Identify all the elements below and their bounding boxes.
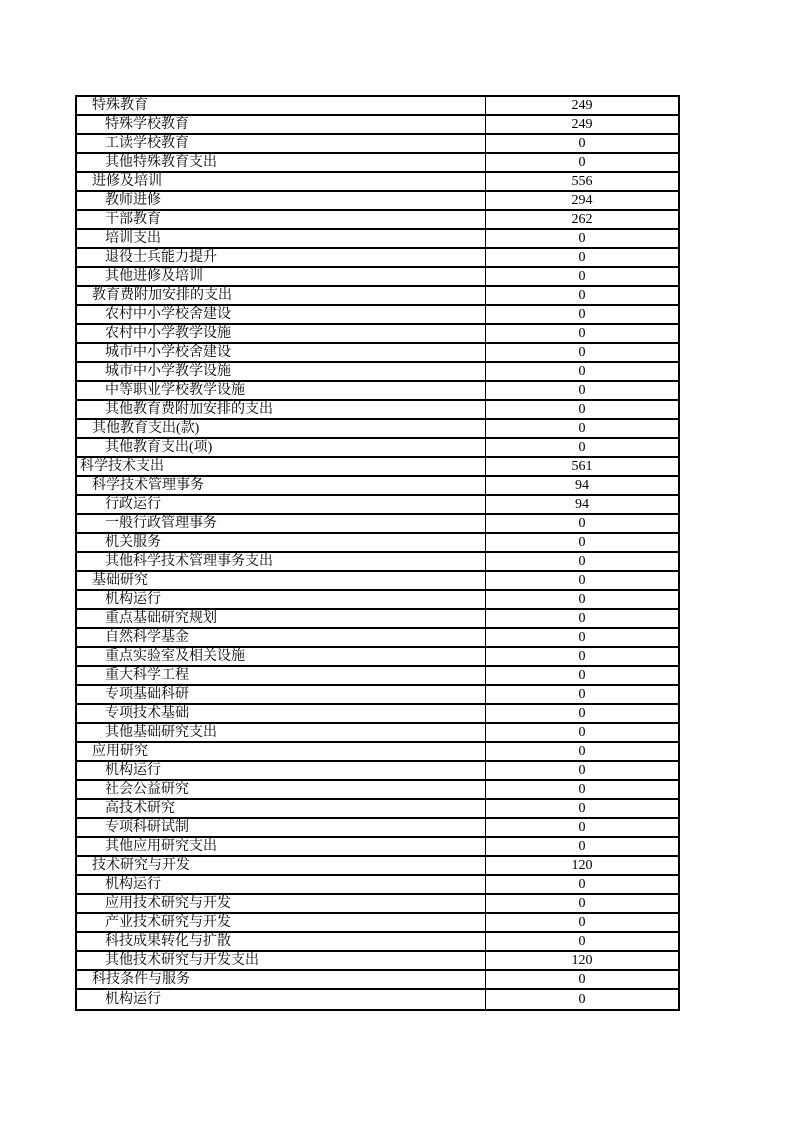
table-row (77, 667, 678, 686)
value-cell: 120 (571, 953, 593, 968)
item-cell: 农村中小学教学设施 (77, 325, 486, 342)
value-cell: 0 (578, 763, 586, 778)
item-cell: 技术研究与开发 (77, 857, 486, 874)
table-row (77, 762, 678, 781)
item-cell: 科学技术管理事务 (77, 477, 486, 494)
item-cell: 教师进修 (77, 192, 486, 209)
table-row (77, 876, 678, 895)
table-row (77, 629, 678, 648)
item-cell: 其他教育支出(款) (77, 420, 486, 437)
table-row (77, 97, 678, 116)
value-cell: 0 (578, 744, 586, 759)
table-row (77, 420, 678, 439)
item-cell: 科技成果转化与扩散 (77, 933, 486, 950)
table-row (77, 477, 678, 496)
table-row (77, 857, 678, 876)
item-cell: 培训支出 (77, 230, 486, 247)
value-cell: 0 (578, 934, 586, 949)
value-cell: 0 (578, 972, 586, 987)
table-row (77, 648, 678, 667)
table-row (77, 325, 678, 344)
table-row (77, 135, 678, 154)
item-cell: 机构运行 (77, 762, 486, 779)
item-cell: 机构运行 (77, 591, 486, 608)
item-cell: 一般行政管理事务 (77, 515, 486, 532)
table-row (77, 990, 678, 1009)
value-cell: 561 (571, 459, 593, 474)
item-cell: 专项基础科研 (77, 686, 486, 703)
table-row (77, 743, 678, 762)
table-row (77, 553, 678, 572)
table-row (77, 572, 678, 591)
value-cell: 0 (578, 573, 586, 588)
value-cell: 0 (578, 554, 586, 569)
item-cell: 机构运行 (77, 990, 486, 1009)
item-cell: 其他教育费附加安排的支出 (77, 401, 486, 418)
item-cell: 特殊学校教育 (77, 116, 486, 133)
table-row (77, 515, 678, 534)
table-row (77, 933, 678, 952)
value-cell: 0 (578, 992, 586, 1007)
item-cell: 机关服务 (77, 534, 486, 551)
value-cell: 0 (578, 877, 586, 892)
value-cell: 249 (571, 117, 593, 132)
item-cell: 其他基础研究支出 (77, 724, 486, 741)
value-cell: 0 (578, 896, 586, 911)
item-cell: 进修及培训 (77, 173, 486, 190)
table-row (77, 154, 678, 173)
table-row (77, 895, 678, 914)
table-row (77, 534, 678, 553)
item-cell: 高技术研究 (77, 800, 486, 817)
value-cell: 249 (571, 98, 593, 113)
value-cell: 0 (578, 326, 586, 341)
value-cell: 0 (578, 136, 586, 151)
value-cell: 0 (578, 402, 586, 417)
budget-table (75, 95, 680, 1011)
table-row (77, 458, 678, 477)
value-cell: 0 (578, 592, 586, 607)
table-row (77, 363, 678, 382)
item-cell: 基础研究 (77, 572, 486, 589)
table-row (77, 382, 678, 401)
value-cell: 0 (578, 535, 586, 550)
item-cell: 行政运行 (77, 496, 486, 513)
table-row (77, 971, 678, 990)
table-row (77, 439, 678, 458)
value-cell: 0 (578, 383, 586, 398)
table-row (77, 800, 678, 819)
item-cell: 产业技术研究与开发 (77, 914, 486, 931)
item-cell: 退役士兵能力提升 (77, 249, 486, 266)
item-cell: 专项科研试制 (77, 819, 486, 836)
item-cell: 其他特殊教育支出 (77, 154, 486, 171)
item-cell: 科技条件与服务 (77, 971, 486, 988)
table-row (77, 705, 678, 724)
item-cell: 其他科学技术管理事务支出 (77, 553, 486, 570)
value-cell: 0 (578, 307, 586, 322)
table-row (77, 781, 678, 800)
value-cell: 0 (578, 155, 586, 170)
value-cell: 0 (578, 649, 586, 664)
item-cell: 农村中小学校舍建设 (77, 306, 486, 323)
table-row (77, 230, 678, 249)
item-cell: 重点实验室及相关设施 (77, 648, 486, 665)
table-row (77, 686, 678, 705)
item-cell: 中等职业学校教学设施 (77, 382, 486, 399)
value-cell: 0 (578, 421, 586, 436)
value-cell: 0 (578, 231, 586, 246)
value-cell: 120 (571, 858, 593, 873)
item-cell: 城市中小学校舍建设 (77, 344, 486, 361)
item-cell: 其他技术研究与开发支出 (77, 952, 486, 969)
value-cell: 0 (578, 269, 586, 284)
value-cell: 0 (578, 611, 586, 626)
table-row (77, 249, 678, 268)
item-cell: 应用技术研究与开发 (77, 895, 486, 912)
table-row (77, 838, 678, 857)
value-cell: 0 (578, 782, 586, 797)
item-cell: 特殊教育 (77, 97, 486, 114)
table-row (77, 610, 678, 629)
value-cell: 94 (575, 497, 589, 512)
item-cell: 应用研究 (77, 743, 486, 760)
item-cell: 工读学校教育 (77, 135, 486, 152)
value-cell: 0 (578, 516, 586, 531)
value-cell: 0 (578, 345, 586, 360)
table-row (77, 401, 678, 420)
item-cell: 其他进修及培训 (77, 268, 486, 285)
table-row (77, 496, 678, 515)
value-cell: 0 (578, 725, 586, 740)
item-cell: 干部教育 (77, 211, 486, 228)
value-cell: 294 (571, 193, 593, 208)
item-cell: 自然科学基金 (77, 629, 486, 646)
value-cell: 556 (571, 174, 593, 189)
table-row (77, 173, 678, 192)
value-cell: 0 (578, 820, 586, 835)
table-row (77, 306, 678, 325)
table-row (77, 268, 678, 287)
value-cell: 262 (571, 212, 593, 227)
table-row (77, 116, 678, 135)
value-cell: 0 (578, 915, 586, 930)
item-cell: 其他应用研究支出 (77, 838, 486, 855)
value-cell: 94 (575, 478, 589, 493)
table-row (77, 591, 678, 610)
value-cell: 0 (578, 250, 586, 265)
item-cell: 科学技术支出 (77, 458, 486, 475)
value-cell: 0 (578, 687, 586, 702)
table-row (77, 287, 678, 306)
item-cell: 专项技术基础 (77, 705, 486, 722)
value-cell: 0 (578, 839, 586, 854)
item-cell: 教育费附加安排的支出 (77, 287, 486, 304)
value-cell: 0 (578, 440, 586, 455)
value-cell: 0 (578, 801, 586, 816)
item-cell: 机构运行 (77, 876, 486, 893)
value-cell: 0 (578, 288, 586, 303)
table-row (77, 344, 678, 363)
item-cell: 社会公益研究 (77, 781, 486, 798)
table-row (77, 192, 678, 211)
value-cell: 0 (578, 668, 586, 683)
item-cell: 重大科学工程 (77, 667, 486, 684)
table-row (77, 952, 678, 971)
value-cell: 0 (578, 364, 586, 379)
table-row (77, 819, 678, 838)
item-cell: 其他教育支出(项) (77, 439, 486, 456)
item-cell: 城市中小学教学设施 (77, 363, 486, 380)
value-cell: 0 (578, 706, 586, 721)
table-row (77, 211, 678, 230)
item-cell: 重点基础研究规划 (77, 610, 486, 627)
value-cell: 0 (578, 630, 586, 645)
table-row (77, 724, 678, 743)
table-row (77, 914, 678, 933)
